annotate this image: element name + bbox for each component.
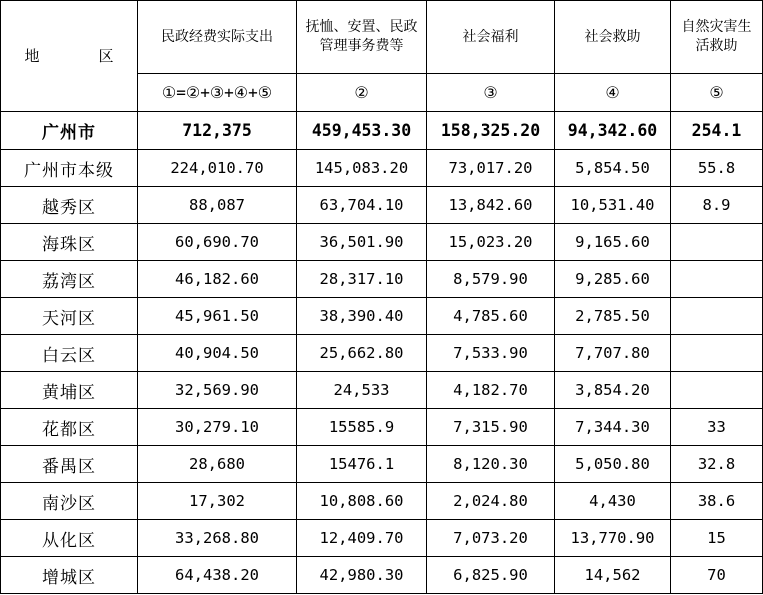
cell-social-welfare: 8,120.30	[427, 446, 555, 483]
cell-social-assistance: 9,165.60	[555, 224, 671, 261]
cell-pension-resettlement: 12,409.70	[297, 520, 427, 557]
cell-total-expenditure: 224,010.70	[138, 150, 297, 187]
cell-social-welfare: 13,842.60	[427, 187, 555, 224]
cell-disaster-relief: 70	[671, 557, 763, 594]
table-row	[1, 335, 763, 372]
cell-pension-resettlement: 459,453.30	[297, 112, 427, 150]
cell-social-welfare: 4,182.70	[427, 372, 555, 409]
cell-total-expenditure: 712,375	[138, 112, 297, 150]
formula-col4: ④	[555, 74, 671, 112]
cell-social-assistance: 9,285.60	[555, 261, 671, 298]
cell-total-expenditure: 45,961.50	[138, 298, 297, 335]
region-name: 天河区	[1, 298, 138, 335]
cell-pension-resettlement: 145,083.20	[297, 150, 427, 187]
cell-disaster-relief	[671, 261, 763, 298]
cell-total-expenditure: 32,569.90	[138, 372, 297, 409]
cell-total-expenditure: 88,087	[138, 187, 297, 224]
cell-disaster-relief	[671, 298, 763, 335]
cell-social-welfare: 7,533.90	[427, 335, 555, 372]
formula-col2: ②	[297, 74, 427, 112]
cell-total-expenditure: 30,279.10	[138, 409, 297, 446]
table-row	[1, 261, 763, 298]
region-name: 广州市本级	[1, 150, 138, 187]
cell-disaster-relief	[671, 372, 763, 409]
cell-pension-resettlement: 15585.9	[297, 409, 427, 446]
cell-social-welfare: 8,579.90	[427, 261, 555, 298]
cell-social-assistance: 4,430	[555, 483, 671, 520]
cell-social-assistance: 2,785.50	[555, 298, 671, 335]
region-name: 南沙区	[1, 483, 138, 520]
cell-disaster-relief: 38.6	[671, 483, 763, 520]
table-row	[1, 187, 763, 224]
cell-social-assistance: 7,344.30	[555, 409, 671, 446]
cell-disaster-relief: 32.8	[671, 446, 763, 483]
cell-social-assistance: 13,770.90	[555, 520, 671, 557]
cell-total-expenditure: 17,302	[138, 483, 297, 520]
col-header-disaster-relief: 自然灾害生活救助	[671, 1, 763, 74]
cell-disaster-relief: 55.8	[671, 150, 763, 187]
cell-social-welfare: 2,024.80	[427, 483, 555, 520]
cell-social-assistance: 3,854.20	[555, 372, 671, 409]
region-name: 白云区	[1, 335, 138, 372]
cell-total-expenditure: 33,268.80	[138, 520, 297, 557]
cell-social-assistance: 7,707.80	[555, 335, 671, 372]
region-name: 荔湾区	[1, 261, 138, 298]
col-header-social-welfare: 社会福利	[427, 1, 555, 74]
cell-disaster-relief	[671, 224, 763, 261]
cell-social-assistance: 10,531.40	[555, 187, 671, 224]
table-row	[1, 298, 763, 335]
cell-pension-resettlement: 24,533	[297, 372, 427, 409]
col-header-social-assistance: 社会救助	[555, 1, 671, 74]
region-name: 花都区	[1, 409, 138, 446]
region-name: 黄埔区	[1, 372, 138, 409]
region-name: 海珠区	[1, 224, 138, 261]
cell-total-expenditure: 46,182.60	[138, 261, 297, 298]
cell-total-expenditure: 28,680	[138, 446, 297, 483]
region-name: 越秀区	[1, 187, 138, 224]
table-row	[1, 150, 763, 187]
cell-social-assistance: 5,854.50	[555, 150, 671, 187]
cell-pension-resettlement: 10,808.60	[297, 483, 427, 520]
cell-social-welfare: 7,073.20	[427, 520, 555, 557]
region-name: 广州市	[1, 112, 138, 150]
table-row	[1, 483, 763, 520]
table-row	[1, 224, 763, 261]
cell-disaster-relief	[671, 335, 763, 372]
cell-pension-resettlement: 28,317.10	[297, 261, 427, 298]
table-row	[1, 409, 763, 446]
cell-total-expenditure: 64,438.20	[138, 557, 297, 594]
table-row-total	[1, 112, 763, 150]
cell-social-welfare: 73,017.20	[427, 150, 555, 187]
table-row	[1, 446, 763, 483]
region-header: 地 区	[1, 1, 138, 112]
cell-social-welfare: 6,825.90	[427, 557, 555, 594]
cell-social-welfare: 158,325.20	[427, 112, 555, 150]
cell-pension-resettlement: 15476.1	[297, 446, 427, 483]
cell-pension-resettlement: 25,662.80	[297, 335, 427, 372]
cell-social-welfare: 15,023.20	[427, 224, 555, 261]
cell-social-welfare: 7,315.90	[427, 409, 555, 446]
cell-total-expenditure: 60,690.70	[138, 224, 297, 261]
cell-social-welfare: 4,785.60	[427, 298, 555, 335]
region-name: 番禺区	[1, 446, 138, 483]
cell-pension-resettlement: 42,980.30	[297, 557, 427, 594]
col-header-pension-resettlement: 抚恤、安置、民政管理事务费等	[297, 1, 427, 74]
col-header-total-expenditure: 民政经费实际支出	[138, 1, 297, 74]
cell-disaster-relief: 15	[671, 520, 763, 557]
cell-pension-resettlement: 63,704.10	[297, 187, 427, 224]
formula-total: ①=②+③+④+⑤	[138, 74, 297, 112]
cell-social-assistance: 14,562	[555, 557, 671, 594]
cell-disaster-relief: 8.9	[671, 187, 763, 224]
cell-disaster-relief: 33	[671, 409, 763, 446]
region-name: 从化区	[1, 520, 138, 557]
table-row	[1, 557, 763, 594]
formula-col3: ③	[427, 74, 555, 112]
region-name: 增城区	[1, 557, 138, 594]
formula-col5: ⑤	[671, 74, 763, 112]
table-row	[1, 372, 763, 409]
cell-total-expenditure: 40,904.50	[138, 335, 297, 372]
cell-social-assistance: 94,342.60	[555, 112, 671, 150]
cell-pension-resettlement: 36,501.90	[297, 224, 427, 261]
cell-social-assistance: 5,050.80	[555, 446, 671, 483]
cell-pension-resettlement: 38,390.40	[297, 298, 427, 335]
table-row	[1, 520, 763, 557]
header-row	[1, 1, 763, 74]
cell-disaster-relief: 254.1	[671, 112, 763, 150]
